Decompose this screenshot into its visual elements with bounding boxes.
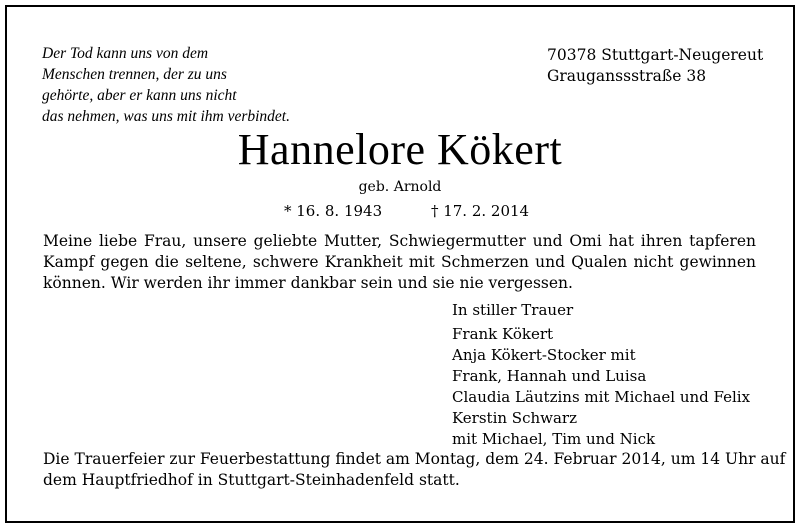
mourner-line: Claudia Läutzins mit Michael und Felix (452, 388, 751, 406)
quote-line: Der Tod kann uns von dem (42, 45, 209, 62)
death-date: † 17. 2. 2014 (430, 202, 530, 220)
mourner-line: Frank, Hannah und Luisa (452, 367, 647, 385)
mourner-line: mit Michael, Tim und Nick (452, 430, 656, 448)
quote-line: Menschen trennen, der zu uns (42, 66, 227, 83)
life-dates (284, 202, 529, 220)
obituary-notice (5, 5, 795, 523)
mourner-line: Frank Kökert (452, 325, 554, 343)
ceremony-line: Die Trauerfeier zur Feuerbestattung findet am Montag, dem 24. Februar 2014, um 14 Uhr auf (43, 450, 786, 468)
mourner-line: Anja Kökert-Stocker mit (452, 346, 636, 364)
mourner-line: Kerstin Schwarz (452, 409, 577, 427)
mourners-intro: In stiller Trauer (452, 301, 574, 319)
message-paragraph: Meine liebe Frau, unsere geliebte Mutter, Schwiegermutter und Omi hat ihren tapferen Kampf gegen die seltene, schwere Krankheit mit Schmerzen und Qualen nicht gewinnen können. Wir werden ihr immer dankbar sein und sie nie vergessen. (43, 232, 756, 292)
ceremony-info (43, 449, 786, 491)
quote-line: das nehmen, was uns mit ihm verbindet. (42, 108, 290, 125)
family-address (547, 45, 763, 87)
address-city: 70378 Stuttgart-Neugereut (547, 46, 764, 64)
ceremony-line: dem Hauptfriedhof in Stuttgart-Steinhadenfeld statt. (43, 471, 460, 489)
maiden-name: geb. Arnold (358, 179, 442, 195)
mourners-list (452, 300, 750, 450)
memorial-quote (42, 43, 290, 127)
deceased-name: Hannelore Kökert (237, 125, 563, 174)
birth-date: * 16. 8. 1943 (284, 202, 383, 220)
quote-line: gehörte, aber er kann uns nicht (42, 87, 237, 104)
address-street: Grauganssstraße 38 (547, 67, 707, 85)
